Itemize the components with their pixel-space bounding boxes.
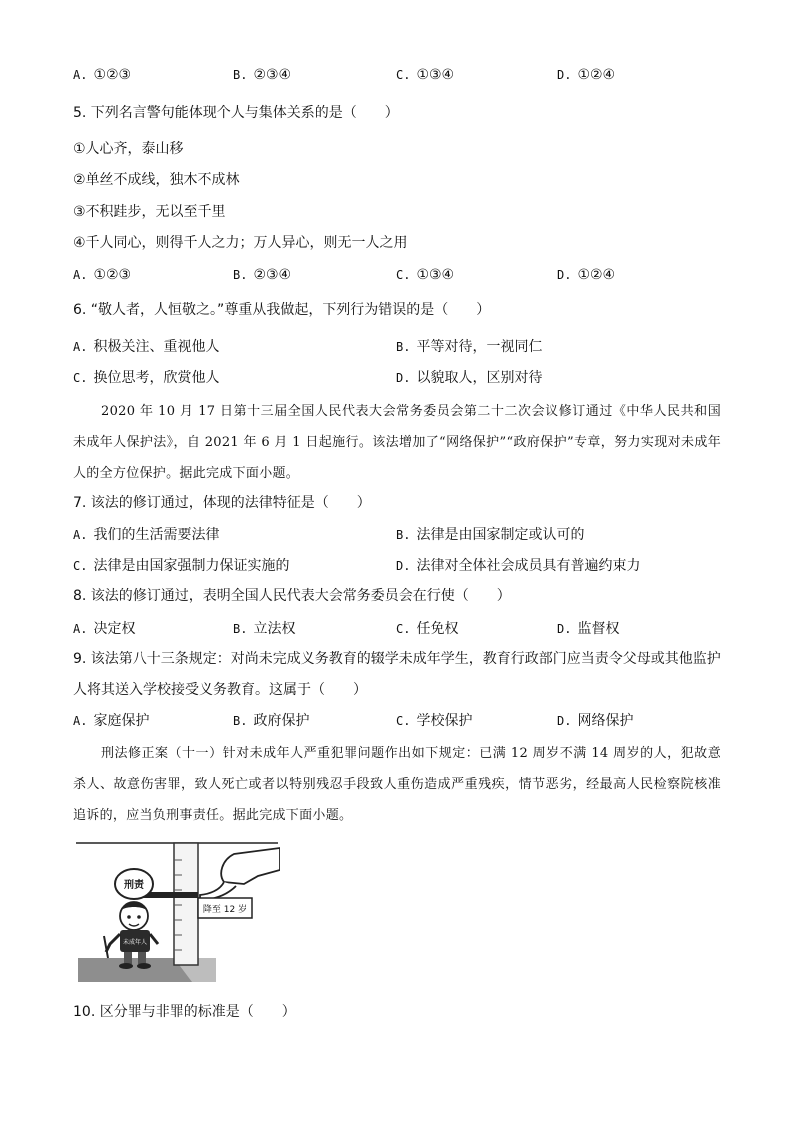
q6-option-d-text: 以貌取人，区别对待 [416,370,543,386]
q7-option-b-text: 法律是由国家制定或认可的 [416,527,585,543]
q6-option-c-key: C. [73,371,88,385]
q5-option-a [73,265,131,285]
q8-stem: 8. 该法的修订通过，表明全国人民代表大会常务委员会在行使（ ） [73,588,511,604]
q9-option-a [73,711,149,731]
q9-option-c-text: 学校保护 [416,713,473,729]
q6-option-d [396,368,542,388]
q6-option-b [396,337,542,357]
q8-option-b-text: 立法权 [253,621,296,637]
q6-option-b-text: 平等对待，一视同仁 [416,339,543,355]
cartoon-boy-eye-left [127,915,131,919]
q7-option-a-text: 我们的生活需要法律 [93,527,220,543]
q4-option-b-key: B. [233,68,248,82]
q9-option-a-key: A. [73,714,88,728]
cartoon-boy-leg-right [138,952,146,964]
q9-stem-line-2: 人将其送入学校接受义务教育。这属于（ ） [73,682,367,698]
q6-option-c [73,368,219,388]
q4-option-a-text: ①②③ [93,67,132,83]
q5-option-b-key: B. [233,268,248,282]
q5-option-a-key: A. [73,268,88,282]
q8-option-c-key: C. [396,622,411,636]
q5-option-b-text: ②③④ [253,267,292,283]
q5-stem: 5. 下列名言警句能体现个人与集体关系的是（ ） [73,105,399,121]
q8-option-b-key: B. [233,622,248,636]
q5-option-d-key: D. [557,268,572,282]
q4-option-d [557,65,615,85]
q5-statement-4: ④千人同心，则得千人之力；万人异心，则无一人之用 [73,235,408,251]
q9-option-d-text: 网络保护 [577,713,634,729]
cartoon-ruler [174,843,198,965]
q6-option-d-key: D. [396,371,411,385]
q4-option-c-text: ①③④ [416,67,455,83]
q6-option-a-text: 积极关注、重视他人 [93,339,220,355]
passage-criminal-law-amendment: 刑法修正案（十一）针对未成年人严重犯罪问题作出如下规定：已满 12 周岁不满 14 周岁的人，犯故意杀人、故意伤害罪，致人死亡或者以特别残忍手段致人重伤造成严重残疾，情节恶劣，经最高人民检察院核准追诉的，应当负刑事责任。据此完成下面小题。 [73,746,721,823]
q7-option-d [396,556,640,576]
q4-option-a [73,65,131,85]
q9-option-a-text: 家庭保护 [93,713,150,729]
q4-option-b-text: ②③④ [253,67,292,83]
q5-option-d-text: ①②④ [577,267,616,283]
q8-option-b [233,619,295,639]
q5-statement-3: ③不积跬步，无以至千里 [73,204,226,220]
q6-stem: 6. “敬人者，人恒敬之。”尊重从我做起，下列行为错误的是（ ） [73,302,491,318]
q9-option-b [233,711,309,731]
q7-option-c-text: 法律是由国家强制力保证实施的 [93,558,290,574]
q8-option-c [396,619,458,639]
q7-option-d-key: D. [396,559,411,573]
passage-minor-protection-law: 2020 年 10 月 17 日第十三届全国人民代表大会常务委员会第二十二次会议修订通过《中华人民共和国未成年人保护法》，自 2021 年 6 月 1 日起施行。该法增加了“网络保护”“政府保护”专章，努力实现对未成年人的全方位保护。据此完成下面小题。 [73,404,721,481]
q4-option-a-key: A. [73,68,88,82]
q4-option-c-key: C. [396,68,411,82]
q6-option-c-text: 换位思考，欣赏他人 [93,370,220,386]
q8-option-d-key: D. [557,622,572,636]
q7-option-c-key: C. [73,559,88,573]
q5-option-c-key: C. [396,268,411,282]
q10-stem: 10. 区分罪与非罪的标准是（ ） [73,1004,296,1020]
cartoon-shirt-label: 未成年人 [122,939,148,946]
q5-statement-1: ①人心齐，泰山移 [73,141,184,157]
q8-option-a-text: 决定权 [93,621,136,637]
q7-option-a-key: A. [73,528,88,542]
q5-option-d [557,265,615,285]
q4-option-b [233,65,291,85]
q7-option-d-text: 法律对全体社会成员具有普遍约束力 [416,558,641,574]
q9-option-c-key: C. [396,714,411,728]
q6-option-b-key: B. [396,340,411,354]
q6-option-a [73,337,219,357]
q7-option-b [396,525,584,545]
q9-option-d-key: D. [557,714,572,728]
q7-option-c [73,556,289,576]
q4-option-c [396,65,454,85]
q5-option-c [396,265,454,285]
cartoon-boy-arm-left [106,934,120,952]
q8-option-a [73,619,135,639]
cartoon-sign-label: 刑责 [124,880,144,891]
cartoon-illustration [74,840,280,986]
q7-option-a [73,525,219,545]
cartoon-boy-eye-right [137,915,141,919]
q5-statement-2: ②单丝不成线，独木不成林 [73,172,240,188]
cartoon-boy-leg-left [124,952,132,964]
q9-stem-line-1: 9. 该法第八十三条规定：对尚未完成义务教育的辍学未成年学生，教育行政部门应当责令父母或其他监护 [73,651,721,667]
q8-option-d-text: 监督权 [577,621,620,637]
cartoon-boy-shoe-left [119,963,133,969]
q5-option-b [233,265,291,285]
cartoon-hand [221,848,280,884]
q5-option-a-text: ①②③ [93,267,132,283]
q6-option-a-key: A. [73,340,88,354]
cartoon-boy-shoe-right [137,963,151,969]
cartoon-boy-arm-right [150,934,158,944]
q8-option-a-key: A. [73,622,88,636]
cartoon-svg [74,840,280,986]
q7-option-b-key: B. [396,528,411,542]
q9-option-b-text: 政府保护 [253,713,310,729]
q4-option-d-text: ①②④ [577,67,616,83]
q8-option-c-text: 任免权 [416,621,459,637]
cartoon-height-label: 降至 12 岁 [202,905,248,915]
q8-option-d [557,619,619,639]
q5-option-c-text: ①③④ [416,267,455,283]
q9-option-b-key: B. [233,714,248,728]
q9-option-d [557,711,633,731]
q7-stem: 7. 该法的修订通过，体现的法律特征是（ ） [73,495,371,511]
q9-option-c [396,711,472,731]
q4-option-d-key: D. [557,68,572,82]
